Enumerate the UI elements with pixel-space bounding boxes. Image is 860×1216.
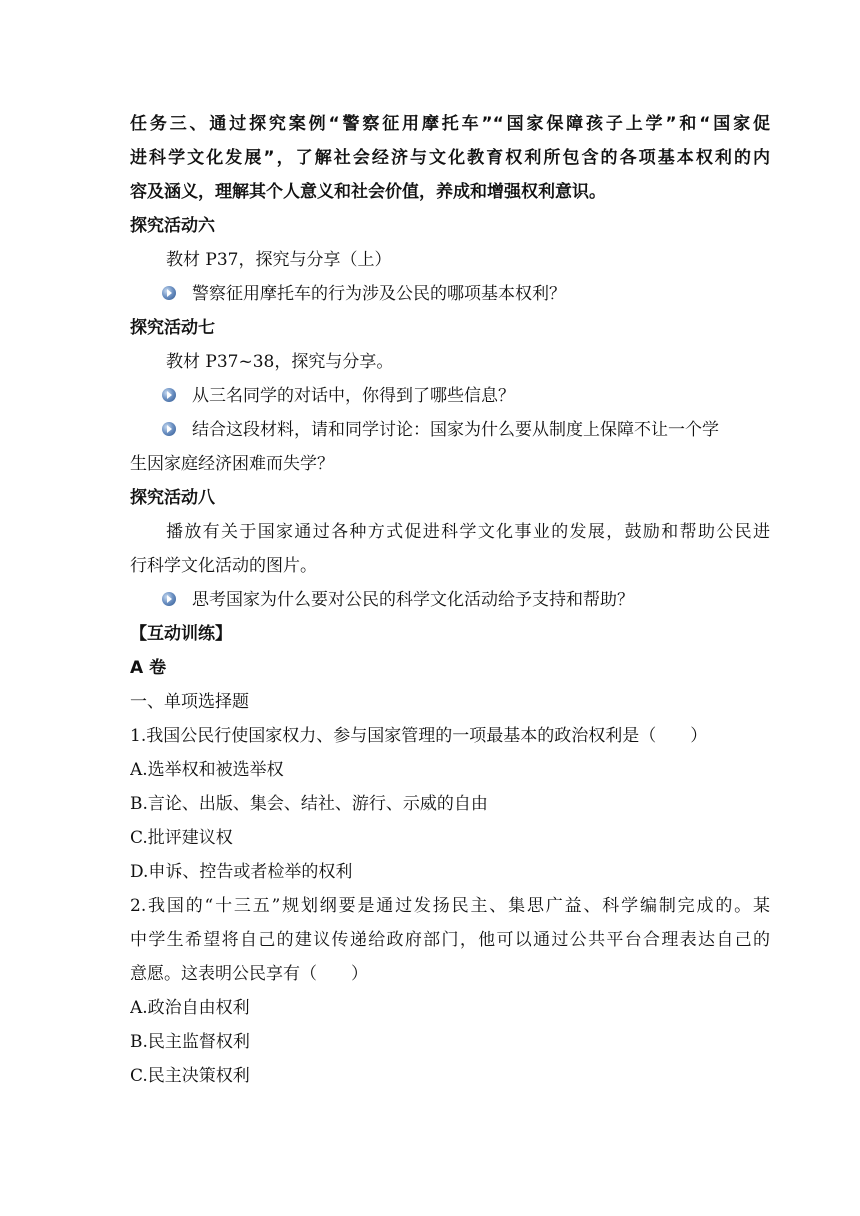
task-line-2: 进科学文化发展”，了解社会经济与文化教育权利所包含的各项基本权利的内 xyxy=(130,148,770,168)
section-heading: 一、单项选择题 xyxy=(130,692,249,712)
training-heading: 【互动训练】 xyxy=(130,624,232,644)
activity6-question xyxy=(162,277,770,311)
activity8-question-text: 思考国家为什么要对公民的科学文化活动给予支持和帮助？ xyxy=(192,590,634,610)
question-2-stem-line-1: 2.我国的“十三五”规划纲要是通过发扬民主、集思广益、科学编制完成的。某 xyxy=(130,896,770,916)
question-1-option-c: C.批评建议权 xyxy=(130,828,233,848)
activity7-question-2 xyxy=(162,413,770,447)
activity8-text-line-1: 播放有关于国家通过各种方式促进科学文化事业的发展，鼓励和帮助公民进 xyxy=(166,522,770,542)
question-1-option-d: D.申诉、控告或者检举的权利 xyxy=(130,862,353,882)
blue-arrow-bullet-icon xyxy=(162,422,176,436)
activity6-question-text: 警察征用摩托车的行为涉及公民的哪项基本权利？ xyxy=(192,284,566,304)
question-1-option-a: A.选举权和被选举权 xyxy=(130,760,284,780)
blue-arrow-bullet-icon xyxy=(162,286,176,300)
activity7-question-1-text: 从三名同学的对话中，你得到了哪些信息？ xyxy=(192,386,515,406)
volume-heading: A 卷 xyxy=(130,658,167,678)
activity8-heading: 探究活动八 xyxy=(130,488,215,508)
question-2-stem-line-3: 意愿。这表明公民享有（ ） xyxy=(130,964,368,984)
blue-arrow-bullet-icon xyxy=(162,388,176,402)
activity7-question-1 xyxy=(162,379,770,413)
question-1-option-b: B.言论、出版、集会、结社、游行、示威的自由 xyxy=(130,794,488,814)
task-line-3: 容及涵义，理解其个人意义和社会价值，养成和增强权利意识。 xyxy=(130,182,606,202)
question-2-option-b: B.民主监督权利 xyxy=(130,1032,250,1052)
activity7-reference: 教材 P37~38，探究与分享。 xyxy=(166,352,394,372)
activity8-text-line-2: 行科学文化活动的图片。 xyxy=(130,556,317,576)
question-1-stem: 1.我国公民行使国家权力、参与国家管理的一项最基本的政治权利是（ ） xyxy=(130,726,708,746)
activity6-heading: 探究活动六 xyxy=(130,216,215,236)
activity7-question-2-text: 结合这段材料，请和同学讨论：国家为什么要从制度上保障不让一个学 xyxy=(192,420,719,440)
activity6-reference: 教材 P37，探究与分享（上） xyxy=(166,250,392,270)
activity8-question xyxy=(162,583,770,617)
task-line-1: 任务三、通过探究案例“警察征用摩托车”“国家保障孩子上学”和“国家促 xyxy=(130,114,770,134)
activity7-question-2-continued: 生因家庭经济困难而失学？ xyxy=(130,454,334,474)
question-2-option-a: A.政治自由权利 xyxy=(130,998,250,1018)
blue-arrow-bullet-icon xyxy=(162,592,176,606)
activity7-heading: 探究活动七 xyxy=(130,318,215,338)
question-2-option-c: C.民主决策权利 xyxy=(130,1066,250,1086)
question-2-stem-line-2: 中学生希望将自己的建议传递给政府部门，他可以通过公共平台合理表达自己的 xyxy=(130,930,770,950)
